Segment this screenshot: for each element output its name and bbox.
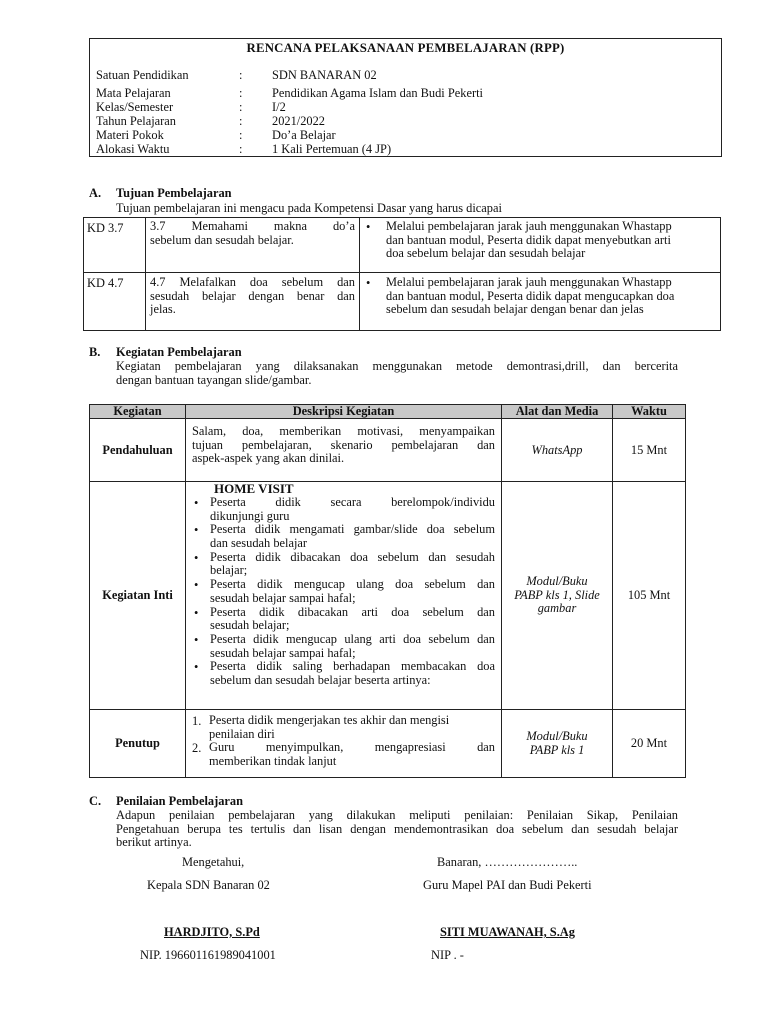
col-deskripsi: Deskripsi Kegiatan [186,405,502,419]
kd-goal: • Melalui pembelajaran jarak jauh menggunakan Whastapp dan bantuan modul, Peserta didik dapat mengucapkan doa sebelum dan sesudah belajar dengan benar dan jelas [360,273,721,331]
section-b-heading [89,345,242,360]
field-label: Satuan Pendidikan [96,68,189,82]
activity-time: 15 Mnt [613,419,686,482]
list-item: 1. Peserta didik mengerjakan tes akhir dan mengisi penilaian diri [192,713,450,741]
kd-code: KD 4.7 [84,273,146,331]
field-colon: : [239,100,243,114]
sign-left-nip: NIP. 196601161989041001 [140,948,276,962]
activity-media: Modul/Buku PABP kls 1, Slide gambar [502,482,613,710]
field-value: 2021/2022 [272,114,326,128]
list-item: • Peserta didik saling berhadapan membacakan doa sebelum dan sesudah belajar beserta artinya: [194,659,495,687]
sign-right-name: SITI MUAWANAH, S.Ag [440,925,575,939]
activity-table [89,404,686,778]
section-letter: B. [89,345,101,359]
activity-media: WhatsApp [502,419,613,482]
section-a-heading [89,186,232,201]
field-label: Kelas/Semester [96,100,174,114]
table-row [90,482,686,710]
sign-left-role: Kepala SDN Banaran 02 [147,878,270,892]
kd-table [83,217,721,331]
field-label: Tahun Pelajaran [96,114,176,128]
section-letter: C. [89,794,102,808]
kd-description: 4.7 Melafalkan doa sebelum dan sesudah belajar dengan benar dan jelas. [146,273,360,331]
bullet-icon: • [194,660,199,675]
list-item: • Peserta didik dibacakan arti doa sebelum dan sesudah belajar; [194,604,495,633]
table-row [90,710,686,778]
bullet-icon: • [194,632,199,647]
sign-left-name: HARDJITO, S.Pd [164,925,260,939]
activity-description [186,710,502,778]
list-item: • Peserta didik mengucap ulang arti doa sebelum dan sesudah belajar sampai hafal; [194,631,495,660]
field-label: Mata Pelajaran [96,86,171,100]
kd-description: 3.7 Memahami makna do’a sebelum dan sesudah belajar. [146,218,360,273]
section-letter: A. [89,186,102,200]
col-waktu: Waktu [613,405,686,419]
activity-time: 105 Mnt [613,482,686,710]
sign-left-top: Mengetahui, [182,855,245,869]
list-item: • Peserta didik dibacakan doa sebelum dan sesudah belajar; [194,549,495,578]
bullet-icon: • [194,550,199,565]
activity-name: Kegiatan Inti [90,482,186,710]
home-visit-title: HOME VISIT [214,481,294,496]
section-title: Kegiatan Pembelajaran [116,345,242,359]
section-c-heading [89,794,243,809]
field-label: Materi Pokok [96,128,164,142]
field-colon: : [239,86,243,100]
list-item: 2. Guru menyimpulkan, mengapresiasi dan memberikan tindak lanjut [192,740,495,769]
field-value: I/2 [272,100,286,114]
sign-right-top: Banaran, ………………….. [437,855,578,869]
list-item: • Peserta didik secara berelompok/individu dikunjungi guru [194,495,495,523]
activity-time: 20 Mnt [613,710,686,778]
table-row [84,273,721,331]
activity-media: Modul/Buku PABP kls 1 [502,710,613,778]
section-a-intro: Tujuan pembelajaran ini mengacu pada Kompetensi Dasar yang harus dicapai [116,201,502,215]
field-colon: : [239,68,243,82]
section-b-intro: Kegiatan pembelajaran yang dilaksanakan menggunakan metode demontrasi,drill, dan bercerita dengan bantuan tayangan slide/gambar. [116,359,678,387]
bullet-icon: • [366,220,371,234]
field-value: SDN BANARAN 02 [272,68,377,82]
list-item: • Peserta didik mengamati gambar/slide doa sebelum dan sesudah belajar [194,522,495,551]
activity-name: Pendahuluan [90,419,186,482]
field-label: Alokasi Waktu [96,142,170,156]
list-item: • Peserta didik mengucap ulang doa sebelum dan sesudah belajar sampai hafal; [194,577,495,605]
kd-goal: • Melalui pembelajaran jarak jauh menggunakan Whastapp dan bantuan modul, Peserta didik dapat menyebutkan arti doa sebelum belajar dan sesudah belajar [360,218,721,273]
field-colon: : [239,128,243,142]
bullet-icon: • [366,276,371,290]
activity-name: Penutup [90,710,186,778]
sign-right-role: Guru Mapel PAI dan Budi Pekerti [423,878,592,892]
section-title: Tujuan Pembelajaran [116,186,232,200]
bullet-icon: • [194,496,199,510]
col-alat-media: Alat dan Media [502,405,613,419]
activity-list [190,496,495,688]
field-value: 1 Kali Pertemuan (4 JP) [272,142,392,156]
activity-description: Salam, doa, memberikan motivasi, menyampaikan tujuan pembelajaran, skenario pembelajaran dan aspek-aspek yang akan dinilai. [186,419,502,482]
sign-right-nip: NIP . - [431,948,464,962]
col-kegiatan: Kegiatan [90,405,186,419]
table-row [90,419,686,482]
field-value: Do’a Belajar [272,128,336,142]
field-colon: : [239,142,243,156]
section-c-body: Adapun penilaian pembelajaran yang dilakukan meliputi penilaian: Penilaian Sikap, Penilaian Pengetahuan berupa tes tertulis dan lisan dengan mendemontrasikan doa sebelum dan sesudah belajar berikut artinya. [116,808,678,850]
document-title: RENCANA PELAKSANAAN PEMBELAJARAN (RPP) [246,41,565,55]
table-header-row [90,405,686,419]
activity-description [186,482,502,710]
header-box [89,38,722,157]
bullet-icon: • [194,578,199,593]
bullet-icon: • [194,523,199,538]
section-title: Penilaian Pembelajaran [116,794,243,808]
field-colon: : [239,114,243,128]
field-value: Pendidikan Agama Islam dan Budi Pekerti [272,86,483,100]
table-row [84,218,721,273]
bullet-icon: • [194,605,199,620]
kd-code: KD 3.7 [84,218,146,273]
